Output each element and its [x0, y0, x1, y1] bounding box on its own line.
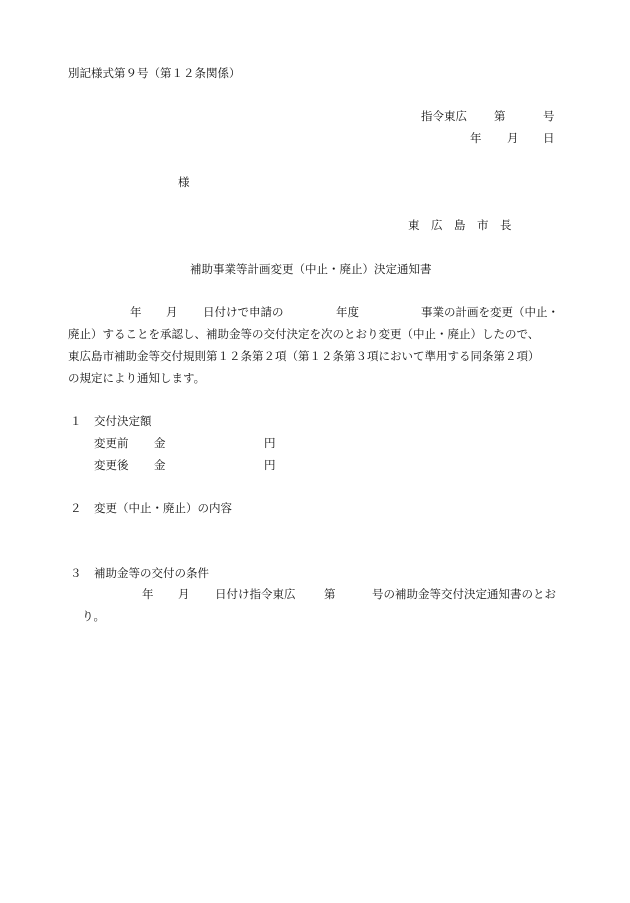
before-kin: 金: [154, 436, 166, 450]
section3-number: ３: [70, 566, 82, 580]
date-month: 月: [507, 131, 519, 145]
section2-heading: 変更（中止・廃止）の内容: [94, 501, 232, 515]
section1-heading: 交付決定額: [94, 414, 152, 428]
ref-prefix: 指令東広: [421, 109, 467, 123]
before-yen: 円: [264, 436, 276, 450]
cond-year: 年: [142, 587, 154, 601]
body-fiscal-year: 年度: [336, 305, 359, 319]
cond-text2: 号の補助金等交付決定通知書のとお: [372, 587, 556, 601]
cond-text1: 日付け指令東広: [215, 587, 296, 601]
issuer-name: 東 広 島 市 長: [408, 218, 512, 232]
document-title: 補助事業等計画変更（中止・廃止）決定通知書: [190, 262, 432, 276]
before-label: 変更前: [94, 436, 129, 450]
cond-line2: り。: [82, 609, 105, 623]
body-year: 年: [130, 305, 142, 319]
body-month: 月: [166, 305, 178, 319]
after-kin: 金: [154, 458, 166, 472]
body-line4: の規定により通知します。: [68, 371, 206, 385]
section1-number: １: [70, 414, 82, 428]
section2-number: ２: [70, 501, 82, 515]
ref-dai: 第: [494, 109, 506, 123]
section3-heading: 補助金等の交付の条件: [94, 566, 209, 580]
date-year: 年: [470, 131, 482, 145]
date-day: 日: [543, 131, 555, 145]
after-yen: 円: [264, 458, 276, 472]
form-label: 別記様式第９号（第１２条関係）: [68, 66, 241, 80]
cond-month: 月: [178, 587, 190, 601]
ref-go: 号: [543, 109, 555, 123]
body-text1: 日付けで申請の: [203, 305, 284, 319]
cond-dai: 第: [324, 587, 336, 601]
after-label: 変更後: [94, 458, 129, 472]
addressee-sama: 様: [178, 175, 190, 189]
body-line2: 廃止）することを承認し、補助金等の交付決定を次のとおり変更（中止・廃止）したので、: [68, 327, 540, 341]
body-text2: 事業の計画を変更（中止・: [421, 305, 559, 319]
body-line3: 東広島市補助金等交付規則第１２条第２項（第１２条第３項において準用する同条第２項）: [68, 349, 540, 363]
